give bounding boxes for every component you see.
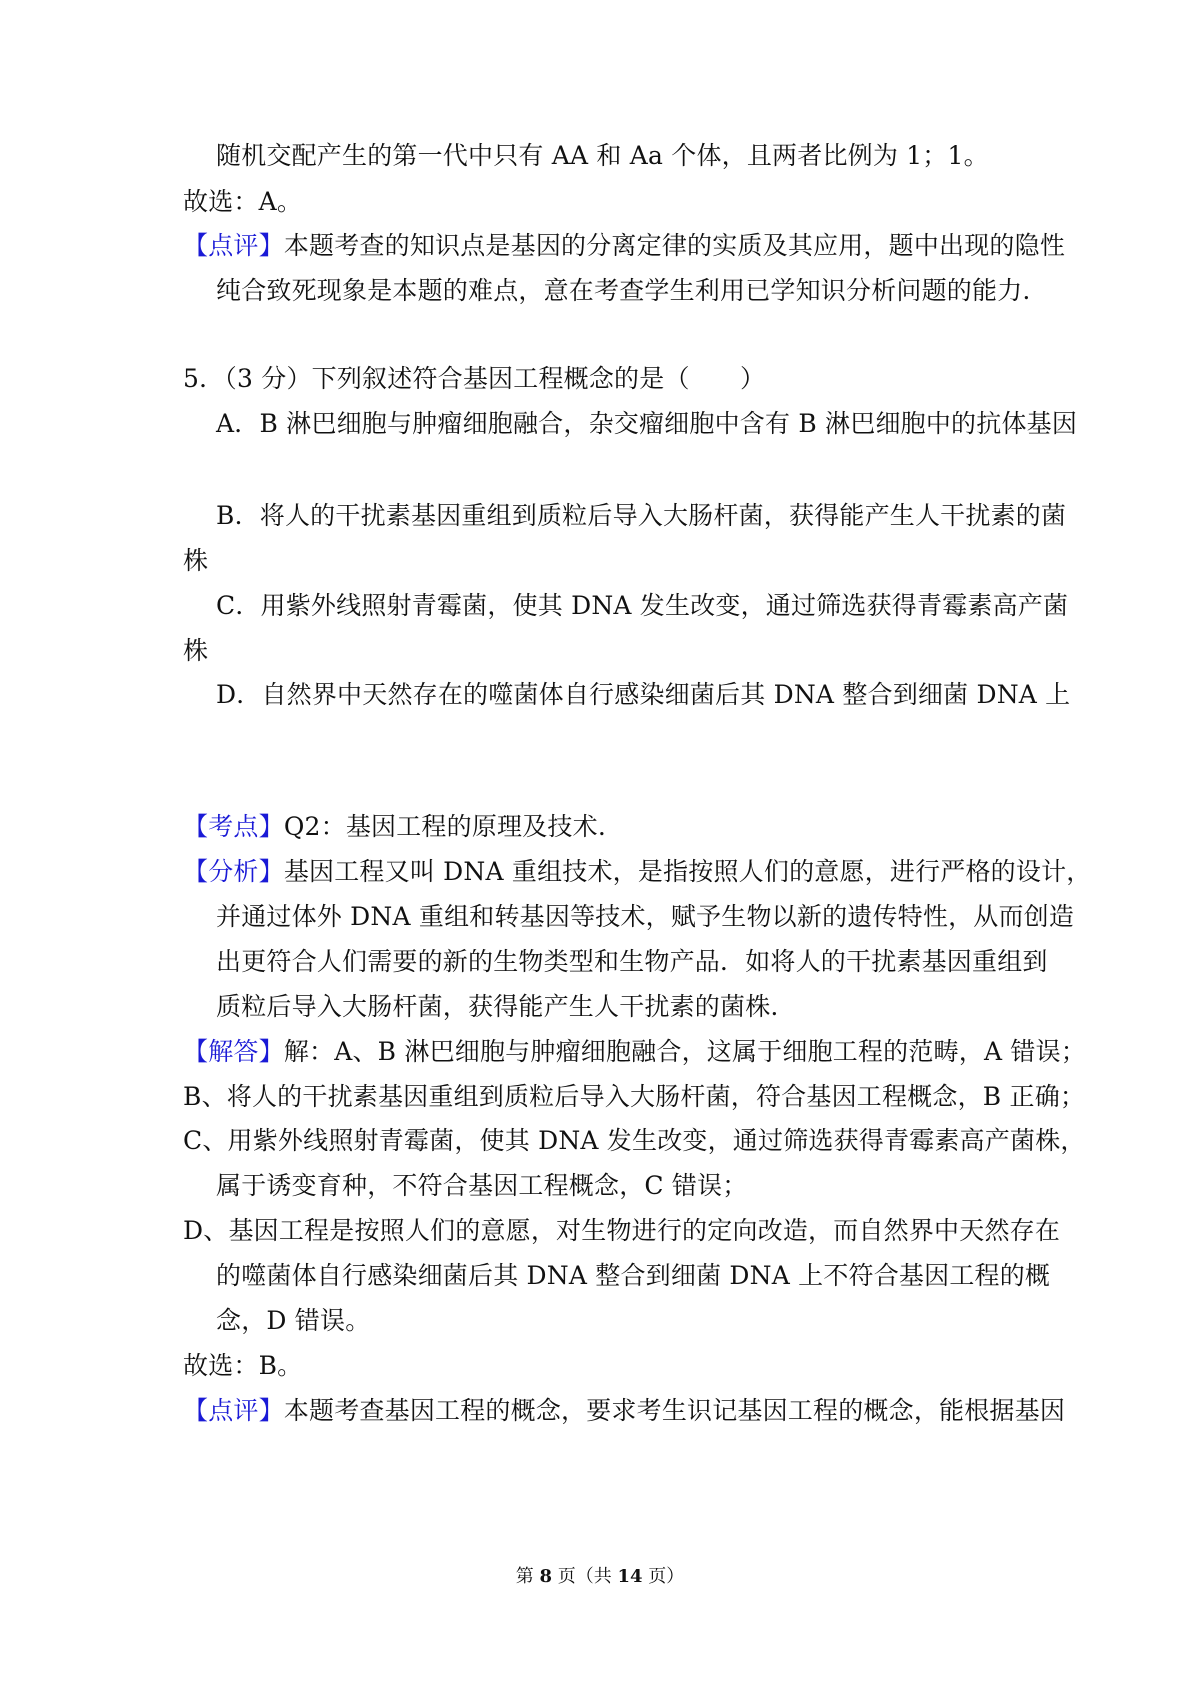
jieda-line-5: D、基因工程是按照人们的意愿，对生物进行的定向改造，而自然界中天然存在 bbox=[183, 1216, 1061, 1245]
option-c-line-2: 株 bbox=[183, 636, 209, 665]
footer-middle: 页（共 bbox=[552, 1566, 618, 1587]
comment-tag: 【点评】 bbox=[183, 231, 284, 260]
prev-answer-choice: 故选：A。 bbox=[183, 187, 303, 216]
footer-prefix: 第 bbox=[515, 1566, 540, 1587]
fenxi-line-4: 质粒后导入大肠杆菌，获得能产生人干扰素的菌株. bbox=[216, 992, 779, 1021]
kaodian-text: Q2：基因工程的原理及技术. bbox=[283, 812, 606, 841]
prev-comment-line-1 bbox=[183, 229, 1065, 263]
footer-suffix: 页） bbox=[642, 1566, 685, 1587]
kaodian-line bbox=[183, 810, 606, 844]
jieda-line-7: 念，D 错误。 bbox=[216, 1306, 371, 1335]
page-footer bbox=[0, 1565, 1200, 1589]
fenxi-line-3: 出更符合人们需要的新的生物类型和生物产品．如将人的干扰素基因重组到 bbox=[216, 947, 1048, 976]
kaodian-tag: 【考点】 bbox=[183, 812, 284, 841]
prev-comment-text: 本题考查的知识点是基因的分离定律的实质及其应用，题中出现的隐性 bbox=[283, 231, 1066, 260]
jieda-line-4: 属于诱变育种，不符合基因工程概念，C 错误； bbox=[216, 1171, 748, 1200]
footer-page-number: 8 bbox=[539, 1566, 552, 1587]
footer-total-pages: 14 bbox=[617, 1566, 643, 1587]
jieda-line-1 bbox=[183, 1035, 1086, 1069]
fenxi-tag: 【分析】 bbox=[183, 857, 284, 886]
dianping-line-1 bbox=[183, 1394, 1065, 1428]
jieda-text-1: 解：A、B 淋巴细胞与肿瘤细胞融合，这属于细胞工程的范畴，A 错误； bbox=[283, 1037, 1086, 1066]
fenxi-line-2: 并通过体外 DNA 重组和转基因等技术，赋予生物以新的遗传特性，从而创造 bbox=[216, 902, 1075, 931]
prev-comment-line-2: 纯合致死现象是本题的难点，意在考查学生利用已学知识分析问题的能力. bbox=[216, 276, 1031, 305]
jieda-line-6: 的噬菌体自行感染细菌后其 DNA 整合到细菌 DNA 上不符合基因工程的概 bbox=[216, 1261, 1051, 1290]
dianping-text-1: 本题考查基因工程的概念，要求考生识记基因工程的概念，能根据基因 bbox=[283, 1396, 1066, 1425]
jieda-tag: 【解答】 bbox=[183, 1037, 284, 1066]
option-b-line-2: 株 bbox=[183, 546, 209, 575]
option-b-line-1: B．将人的干扰素基因重组到质粒后导入大肠杆菌，获得能产生人干扰素的菌 bbox=[216, 501, 1067, 530]
fenxi-line-1 bbox=[183, 855, 1091, 889]
question-stem: 5．（3 分）下列叙述符合基因工程概念的是（ ） bbox=[183, 364, 766, 393]
prev-answer-line: 随机交配产生的第一代中只有 AA 和 Aa 个体，且两者比例为 1；1。 bbox=[216, 141, 989, 170]
dianping-tag: 【点评】 bbox=[183, 1396, 284, 1425]
answer-choice: 故选：B。 bbox=[183, 1351, 303, 1380]
option-d: D．自然界中天然存在的噬菌体自行感染细菌后其 DNA 整合到细菌 DNA 上 bbox=[216, 680, 1071, 709]
jieda-line-2: B、将人的干扰素基因重组到质粒后导入大肠杆菌，符合基因工程概念，B 正确； bbox=[183, 1082, 1086, 1111]
option-c-line-1: C．用紫外线照射青霉菌，使其 DNA 发生改变，通过筛选获得青霉素高产菌 bbox=[216, 591, 1069, 620]
fenxi-text-1: 基因工程又叫 DNA 重组技术，是指按照人们的意愿，进行严格的设计， bbox=[283, 857, 1092, 886]
jieda-line-3: C、用紫外线照射青霉菌，使其 DNA 发生改变，通过筛选获得青霉素高产菌株， bbox=[183, 1126, 1086, 1155]
option-a: A．B 淋巴细胞与肿瘤细胞融合，杂交瘤细胞中含有 B 淋巴细胞中的抗体基因 bbox=[216, 409, 1078, 438]
